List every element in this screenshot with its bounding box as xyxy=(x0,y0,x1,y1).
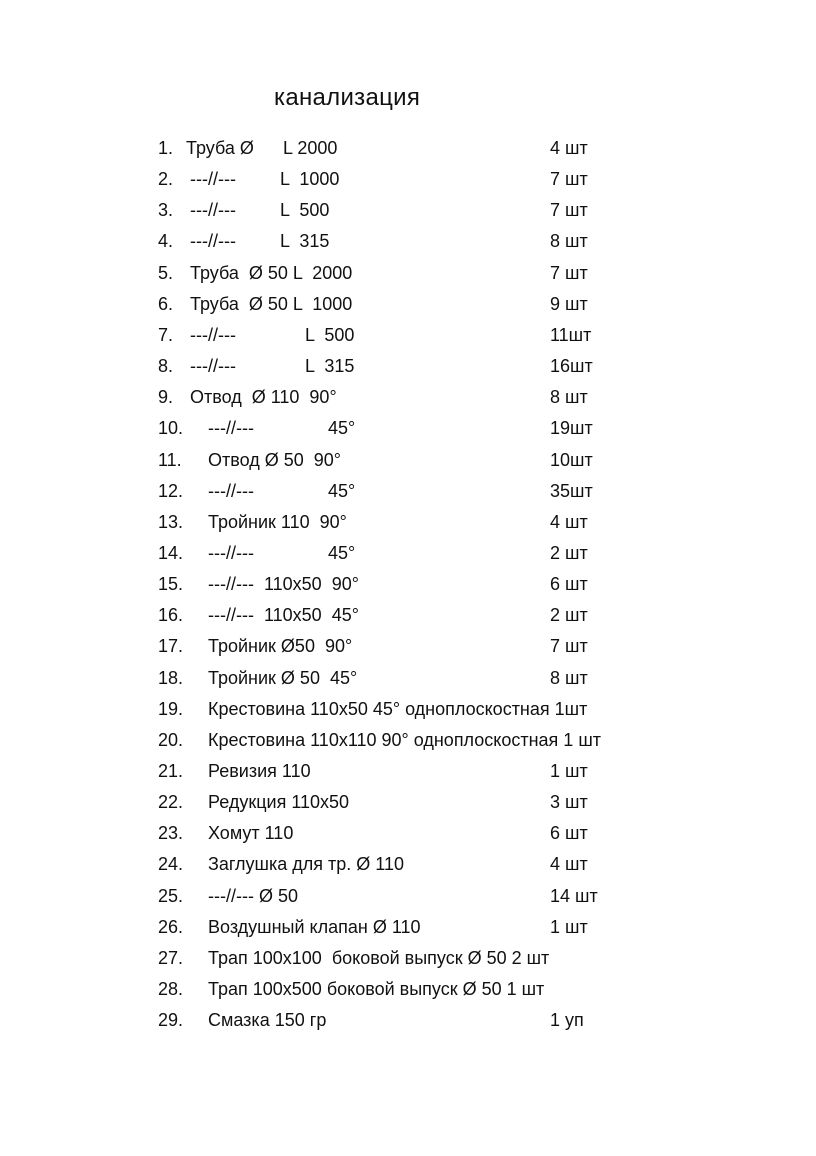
list-item xyxy=(0,198,816,229)
item-quantity: 7 шт xyxy=(550,636,588,657)
item-description: Крестовина 110х110 90° одноплоскостная 1 шт xyxy=(208,729,602,750)
item-quantity: 1 уп xyxy=(550,1010,584,1031)
item-number: 28. xyxy=(158,979,184,1000)
list-item xyxy=(0,261,816,292)
list-item xyxy=(0,915,816,946)
item-number: 5. xyxy=(158,262,174,283)
list-item xyxy=(0,697,816,728)
list-item xyxy=(0,510,816,541)
list-item xyxy=(0,759,816,790)
item-number: 27. xyxy=(158,947,184,968)
item-quantity: 10шт xyxy=(550,449,593,470)
item-description: Крестовина 110х50 45° одноплоскостная 1шт xyxy=(208,698,588,719)
list-item xyxy=(0,229,816,260)
item-description: ---//--- xyxy=(190,356,236,377)
item-description: ---//--- 110х50 90° xyxy=(208,574,359,595)
item-quantity: 1 шт xyxy=(550,761,588,781)
item-quantity: 1 шт xyxy=(550,916,588,937)
item-description: ---//--- Ø 50 xyxy=(208,885,298,906)
list-item xyxy=(0,884,816,915)
item-number: 14. xyxy=(158,542,184,563)
item-description: Отвод Ø 50 90° xyxy=(208,449,341,470)
item-description: Ревизия 110 xyxy=(208,761,311,781)
item-quantity: 7 шт xyxy=(550,200,588,221)
list-item xyxy=(0,323,816,354)
list-item xyxy=(0,666,816,697)
item-length: L 315 xyxy=(280,231,330,252)
list-item xyxy=(0,634,816,665)
item-length: L 315 xyxy=(305,356,355,377)
item-quantity: 4 шт xyxy=(550,511,588,532)
item-number: 25. xyxy=(158,885,184,906)
item-description: Тройник Ø50 90° xyxy=(208,636,353,657)
list-item xyxy=(0,728,816,759)
item-description: Редукция 110х50 xyxy=(208,792,350,813)
item-description: Воздушный клапан Ø 110 xyxy=(208,916,421,937)
item-description: ---//--- xyxy=(208,542,254,563)
item-number: 16. xyxy=(158,605,184,626)
item-length: L 1000 xyxy=(280,169,340,190)
item-number: 26. xyxy=(158,916,184,937)
item-description: ---//--- 110х50 45° xyxy=(208,605,359,626)
list-item xyxy=(0,479,816,510)
item-number: 17. xyxy=(158,636,184,657)
list-item xyxy=(0,1008,816,1039)
item-number: 3. xyxy=(158,200,174,221)
item-number: 11. xyxy=(158,449,182,470)
list-item xyxy=(0,416,816,447)
list-item xyxy=(0,167,816,198)
item-number: 13. xyxy=(158,511,184,532)
item-quantity: 4 шт xyxy=(550,854,588,875)
item-quantity: 16шт xyxy=(550,356,593,377)
item-description: ---//--- xyxy=(190,200,236,221)
list-item xyxy=(0,541,816,572)
item-length: L 500 xyxy=(280,200,330,221)
item-description: Тройник 110 90° xyxy=(208,511,347,532)
item-number: 6. xyxy=(158,293,174,314)
list-item xyxy=(0,946,816,977)
item-quantity: 11шт xyxy=(550,324,592,345)
item-quantity: 9 шт xyxy=(550,293,588,314)
item-description: ---//--- xyxy=(208,418,254,439)
list-item xyxy=(0,136,816,167)
item-number: 18. xyxy=(158,667,184,688)
item-description: ---//--- xyxy=(190,169,236,190)
item-description: ---//--- xyxy=(208,480,254,501)
item-number: 20. xyxy=(158,729,184,750)
item-quantity: 6 шт xyxy=(550,823,588,844)
item-number: 29. xyxy=(158,1010,184,1031)
item-quantity: 7 шт xyxy=(550,169,588,190)
item-description: Труба Ø xyxy=(186,138,254,158)
item-length: L 2000 xyxy=(283,138,338,158)
item-number: 1. xyxy=(158,138,174,158)
item-quantity: 19шт xyxy=(550,418,593,439)
item-description: Трап 100х100 боковой выпуск Ø 50 2 шт xyxy=(208,947,550,968)
item-number: 9. xyxy=(158,387,174,408)
item-description: Труба Ø 50 L 2000 xyxy=(190,262,353,283)
item-description: Труба Ø 50 L 1000 xyxy=(190,293,353,314)
list-item xyxy=(0,603,816,634)
list-item xyxy=(0,572,816,603)
item-description: Тройник Ø 50 45° xyxy=(208,667,358,688)
list-item xyxy=(0,448,816,479)
item-number: 19. xyxy=(158,698,184,719)
list-item xyxy=(0,292,816,323)
item-angle: 45° xyxy=(328,542,356,563)
item-angle: 45° xyxy=(328,480,356,501)
item-quantity: 8 шт xyxy=(550,231,588,252)
item-angle: 45° xyxy=(328,418,356,439)
item-number: 23. xyxy=(158,823,184,844)
item-quantity: 8 шт xyxy=(550,387,588,408)
item-quantity: 2 шт xyxy=(550,605,588,626)
item-description: Хомут 110 xyxy=(208,823,294,844)
item-number: 2. xyxy=(158,169,174,190)
item-quantity: 2 шт xyxy=(550,542,588,563)
list-item xyxy=(0,354,816,385)
item-description: Смазка 150 гр xyxy=(208,1010,327,1031)
item-description: Заглушка для тр. Ø 110 xyxy=(208,854,404,875)
item-description: ---//--- xyxy=(190,231,236,252)
item-number: 8. xyxy=(158,356,174,377)
item-number: 24. xyxy=(158,854,184,875)
item-number: 12. xyxy=(158,480,184,501)
item-description: Трап 100х500 боковой выпуск Ø 50 1 шт xyxy=(208,979,545,1000)
item-length: L 500 xyxy=(305,324,355,345)
list-item xyxy=(0,790,816,821)
list-item xyxy=(0,385,816,416)
page-title: канализация xyxy=(274,84,421,111)
item-description: Отвод Ø 110 90° xyxy=(190,387,337,408)
item-number: 22. xyxy=(158,792,184,813)
item-number: 7. xyxy=(158,324,174,345)
item-number: 4. xyxy=(158,231,174,252)
item-quantity: 14 шт xyxy=(550,885,598,906)
item-number: 10. xyxy=(158,418,184,439)
item-quantity: 8 шт xyxy=(550,667,588,688)
list-item xyxy=(0,977,816,1008)
list-item xyxy=(0,852,816,883)
item-quantity: 6 шт xyxy=(550,574,588,595)
item-quantity: 7 шт xyxy=(550,262,588,283)
item-number: 21. xyxy=(158,761,184,781)
item-quantity: 4 шт xyxy=(550,138,588,158)
item-quantity: 35шт xyxy=(550,480,593,501)
item-quantity: 3 шт xyxy=(550,792,588,813)
list-item xyxy=(0,821,816,852)
item-number: 15. xyxy=(158,574,184,595)
item-description: ---//--- xyxy=(190,324,236,345)
